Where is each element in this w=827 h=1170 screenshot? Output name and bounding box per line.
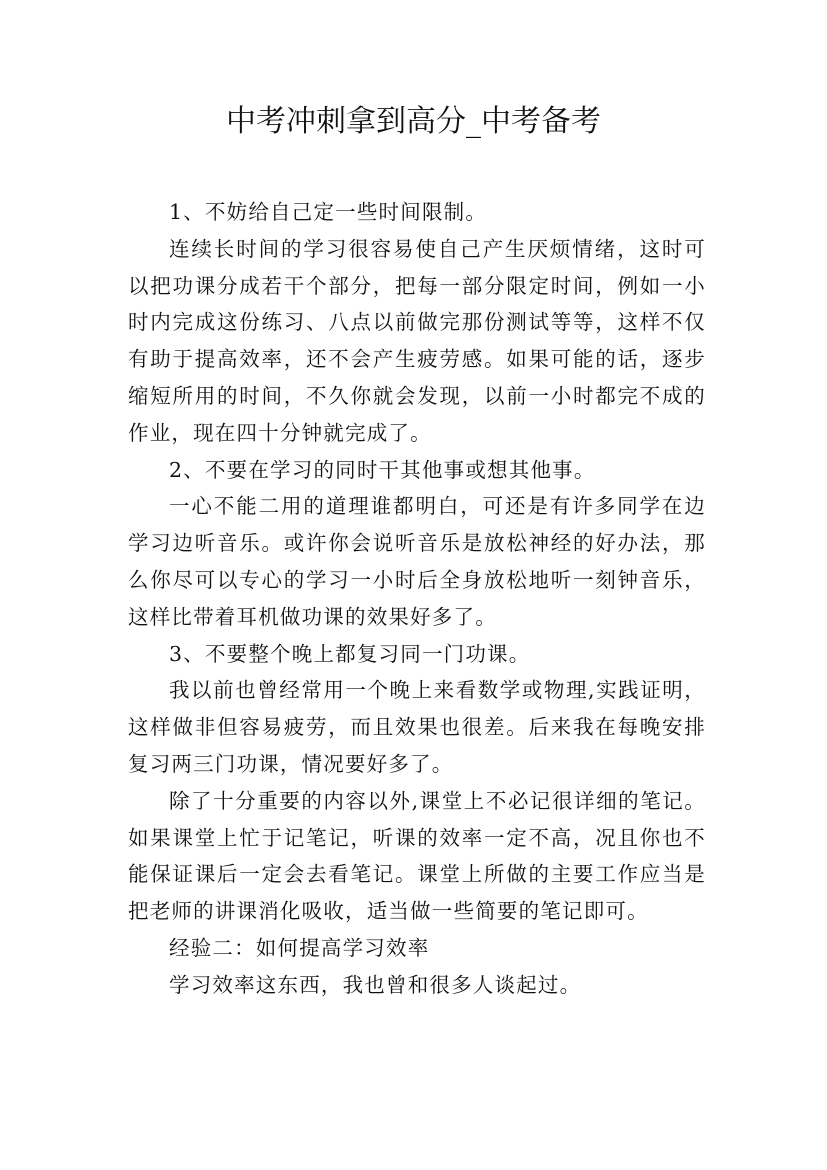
document-body	[128, 194, 706, 1004]
paragraph-tip-2-heading: 2、不要在学习的同时干其他事或想其他事。	[169, 457, 596, 482]
paragraph-tip-3-heading: 3、不要整个晚上都复习同一门功课。	[169, 641, 531, 666]
paragraph-section-heading: 经验二：如何提高学习效率	[169, 935, 430, 960]
paragraph-tip-3-body: 我以前也曾经常用一个晚上来看数学或物理,实践证明，这样做非但容易疲劳，而且效果也很差。后来我在每晚安排复习两三门功课，情况要好多了。	[128, 678, 706, 776]
document-title: 中考冲刺拿到高分_中考备考	[226, 104, 601, 139]
paragraph-tip-1-heading: 1、不妨给自己定一些时间限制。	[169, 200, 488, 224]
paragraph-tip-2-body: 一心不能二用的道理谁都明白，可还是有许多同学在边学习边听音乐。或许你会说听音乐是放松神经的好办法，那么你尽可以专心的学习一小时后全身放松地听一刻钟音乐，这样比带着耳机做功课的效果好多了。	[128, 494, 706, 629]
paragraph-section-intro: 学习效率这东西，我也曾和很多人谈起过。	[169, 972, 582, 997]
paragraph-notes: 除了十分重要的内容以外,课堂上不必记很详细的笔记。如果课堂上忙于记笔记，听课的效率一定不高，况且你也不能保证课后一定会去看笔记。课堂上所做的主要工作应当是把老师的讲课消化吸收，适当做一些简要的笔记即可。	[128, 788, 706, 924]
paragraph-tip-1-body: 连续长时间的学习很容易使自己产生厌烦情绪，这时可以把功课分成若干个部分，把每一部分限定时间，例如一小时内完成这份练习、八点以前做完那份测试等等，这样不仅有助于提高效率，还不会产生疲劳感。如果可能的话，逐步缩短所用的时间，不久你就会发现，以前一小时都完不成的作业，现在四十分钟就完成了。	[128, 236, 706, 445]
